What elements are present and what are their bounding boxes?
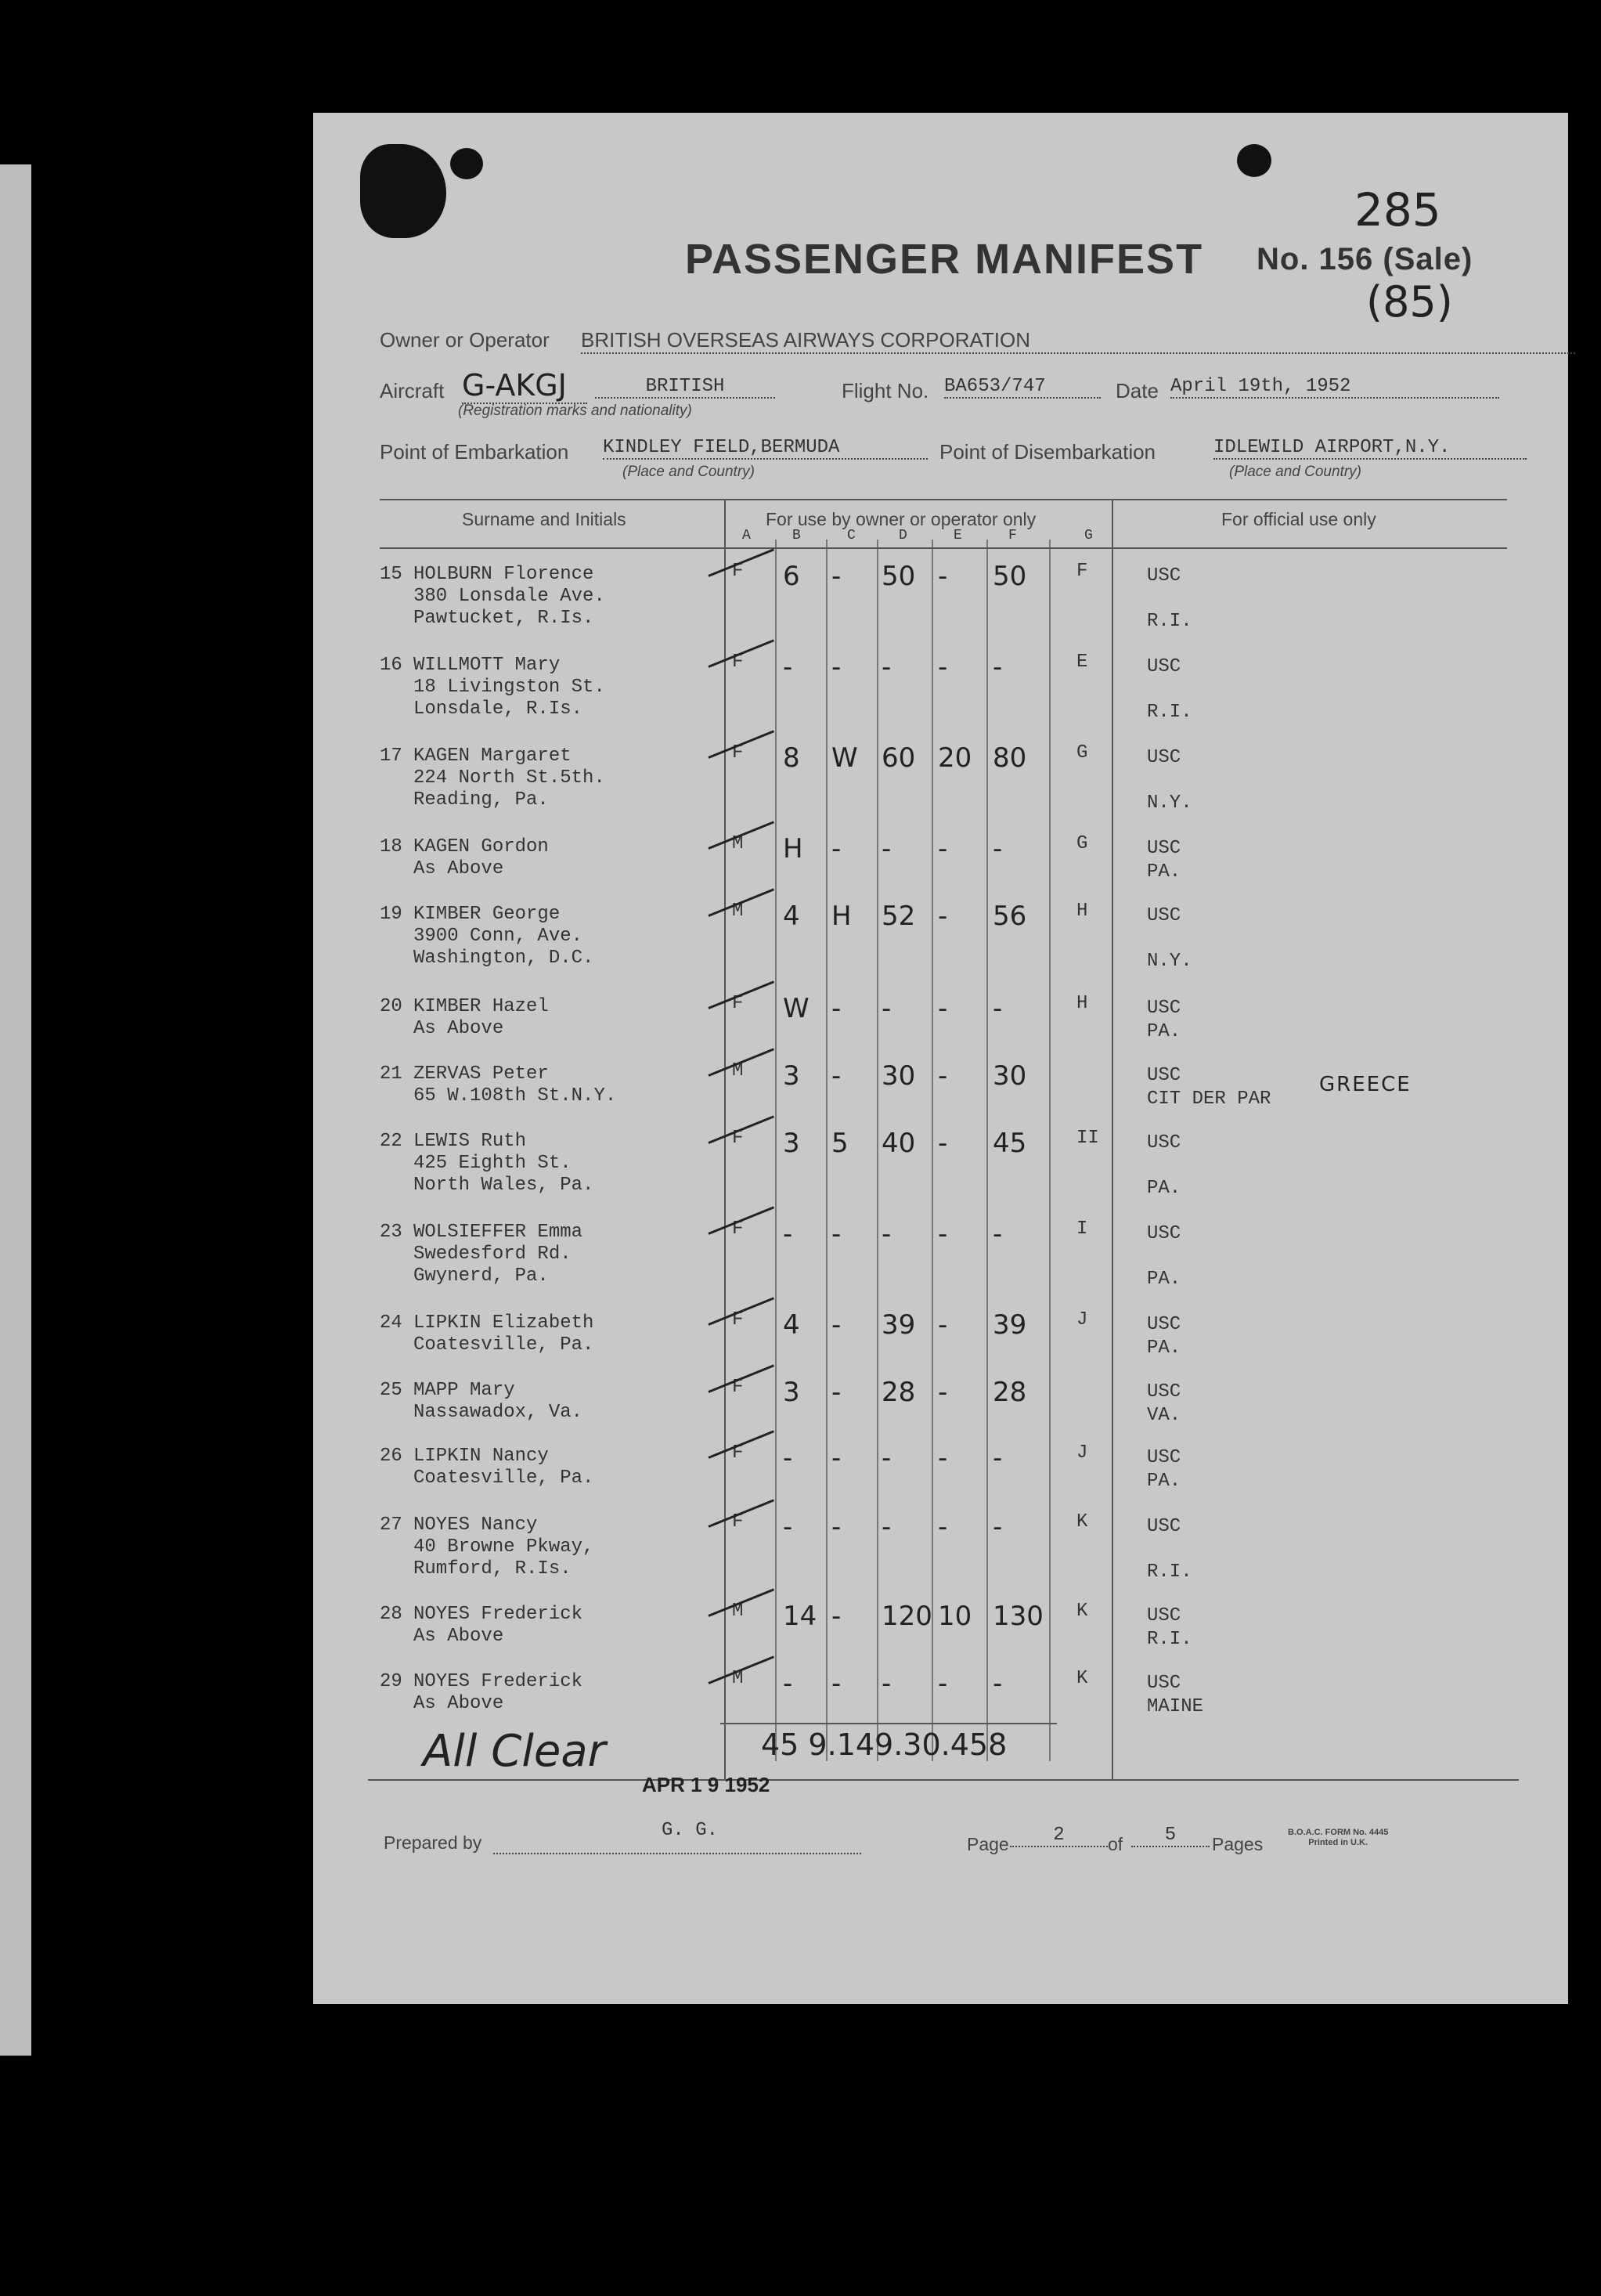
col-f-value: 80 — [993, 742, 1027, 774]
col-c-value: W — [831, 742, 858, 774]
col-b-value: - — [783, 1442, 793, 1474]
table-top-rule — [380, 499, 1507, 500]
passenger-number: 24 — [380, 1312, 402, 1334]
col-c-value: - — [831, 993, 842, 1024]
col-d-value: 120 — [882, 1601, 932, 1632]
col-d-value: 60 — [882, 742, 916, 774]
col-e-value: - — [938, 1442, 948, 1474]
of-label: of — [1108, 1834, 1123, 1854]
official-state: PA. — [1147, 1269, 1181, 1290]
registration-note: (Registration marks and nationality) — [458, 403, 692, 419]
col-d-value: 50 — [882, 561, 916, 592]
col-c-value: - — [831, 833, 842, 865]
passenger-address-line1: 425 Eighth St. — [413, 1153, 572, 1174]
col-c-value: - — [831, 1442, 842, 1474]
col-divider-official — [1112, 499, 1113, 1779]
col-d-value: 52 — [882, 901, 916, 932]
col-g-value: I — [1076, 1218, 1088, 1240]
official-state: VA. — [1147, 1405, 1181, 1426]
col-e-value: - — [938, 561, 948, 592]
passenger-number: 15 — [380, 564, 402, 585]
col-letter-c: C — [847, 528, 856, 543]
col-a-value: F — [732, 1309, 744, 1330]
col-a-value: F — [732, 993, 744, 1014]
col-letter-a: A — [742, 528, 751, 543]
official-status: USC — [1147, 1447, 1181, 1468]
col-f-value: - — [993, 833, 1003, 865]
official-status: USC — [1147, 1605, 1181, 1626]
col-a-value: F — [732, 1218, 744, 1240]
passenger-name: LIPKIN Elizabeth — [413, 1312, 594, 1334]
page-value: 2 — [1010, 1825, 1108, 1847]
passenger-name: KAGEN Gordon — [413, 836, 549, 857]
manifest-sheet — [313, 113, 1568, 2004]
passenger-address-line2: Rumford, R.Is. — [413, 1558, 572, 1579]
prepared-by-label: Prepared by — [384, 1832, 482, 1853]
col-a-value: F — [732, 1128, 744, 1149]
col-e-value: 20 — [938, 742, 972, 774]
col-e-value: - — [938, 1668, 948, 1699]
passenger-number: 18 — [380, 836, 402, 857]
col-f-value: - — [993, 1218, 1003, 1250]
col-a-value: F — [732, 1511, 744, 1532]
passenger-name: WOLSIEFFER Emma — [413, 1222, 583, 1243]
name-column-header: Surname and Initials — [462, 509, 626, 529]
col-d-value: - — [882, 833, 892, 865]
embarkation-label: Point of Embarkation — [380, 440, 569, 464]
totals-rule — [720, 1723, 1057, 1724]
passenger-name: MAPP Mary — [413, 1380, 515, 1401]
col-d-value: - — [882, 1218, 892, 1250]
official-state: N.Y. — [1147, 951, 1192, 972]
official-state: PA. — [1147, 1471, 1181, 1492]
col-e-value: - — [938, 1128, 948, 1159]
col-g-value: J — [1076, 1309, 1088, 1330]
handwritten-number: 285 — [1354, 183, 1441, 236]
col-e-value: - — [938, 901, 948, 932]
col-g-value: K — [1076, 1668, 1088, 1689]
passenger-address-line1: As Above — [413, 1626, 504, 1647]
col-b-value: 14 — [783, 1601, 817, 1632]
col-b-value: 3 — [783, 1377, 800, 1408]
col-g-value: G — [1076, 833, 1088, 854]
col-b-value: H — [783, 833, 803, 865]
col-e-value: - — [938, 1060, 948, 1092]
passenger-number: 25 — [380, 1380, 402, 1401]
passenger-number: 20 — [380, 996, 402, 1017]
col-e-value: - — [938, 1309, 948, 1341]
col-g-value: F — [1076, 561, 1088, 582]
passenger-name: NOYES Nancy — [413, 1514, 538, 1536]
col-a-value: M — [732, 1060, 744, 1081]
passenger-address-line1: As Above — [413, 858, 504, 879]
totals-handwritten: 45 9.149.30.458 — [761, 1727, 1008, 1762]
passenger-address-line1: 40 Browne Pkway, — [413, 1536, 594, 1558]
col-d-value: 30 — [882, 1060, 916, 1092]
owner-value: BRITISH OVERSEAS AIRWAYS CORPORATION — [581, 328, 1575, 354]
official-status: USC — [1147, 998, 1181, 1019]
col-d-value: - — [882, 1511, 892, 1543]
punch-hole — [450, 148, 483, 179]
col-c-value: H — [831, 901, 852, 932]
col-g-value: H — [1076, 993, 1088, 1014]
col-b-value: - — [783, 1668, 793, 1699]
passenger-number: 23 — [380, 1222, 402, 1243]
col-a-value: M — [732, 901, 744, 922]
col-f-value: 50 — [993, 561, 1027, 592]
handwritten-bracket-number: (85) — [1366, 277, 1453, 327]
official-status: USC — [1147, 1132, 1181, 1153]
col-divider-c — [826, 540, 828, 1761]
aircraft-registration: G-AKGJ — [462, 368, 587, 404]
col-a-value: F — [732, 561, 744, 582]
col-c-value: - — [831, 652, 842, 683]
page-title: PASSENGER MANIFEST — [685, 236, 1204, 283]
passenger-address-line2: North Wales, Pa. — [413, 1175, 594, 1196]
passenger-number: 27 — [380, 1514, 402, 1536]
col-e-value: - — [938, 833, 948, 865]
col-g-value: E — [1076, 652, 1088, 673]
col-divider-g — [1049, 540, 1051, 1761]
page-label: Page — [967, 1834, 1009, 1854]
col-a-value: F — [732, 1442, 744, 1464]
official-status: USC — [1147, 905, 1181, 926]
form-number: B.O.A.C. FORM No. 4445 — [1288, 1828, 1389, 1837]
passenger-number: 28 — [380, 1604, 402, 1625]
col-a-value: F — [732, 1377, 744, 1398]
col-a-value: F — [732, 652, 744, 673]
passenger-name: KAGEN Margaret — [413, 745, 572, 767]
col-c-value: - — [831, 1060, 842, 1092]
col-e-value: - — [938, 1377, 948, 1408]
pages-total: 5 — [1131, 1825, 1210, 1847]
official-state: PA. — [1147, 1021, 1181, 1042]
col-b-value: 8 — [783, 742, 800, 774]
col-f-value: 30 — [993, 1060, 1027, 1092]
date-label: Date — [1116, 379, 1159, 403]
col-e-value: - — [938, 652, 948, 683]
header-bottom-rule — [380, 547, 1507, 549]
passenger-name: NOYES Frederick — [413, 1604, 583, 1625]
col-d-value: - — [882, 1442, 892, 1474]
operator-column-header: For use by owner or operator only — [766, 509, 1037, 529]
printed-in: Printed in U.K. — [1308, 1838, 1368, 1847]
official-state: PA. — [1147, 861, 1181, 883]
passenger-number: 21 — [380, 1063, 402, 1085]
passenger-number: 29 — [380, 1671, 402, 1692]
official-column-header: For official use only — [1221, 509, 1376, 529]
col-divider-b — [775, 540, 777, 1761]
col-divider-d — [877, 540, 878, 1761]
col-f-value: 39 — [993, 1309, 1027, 1341]
col-b-value: 6 — [783, 561, 800, 592]
official-status: USC — [1147, 1673, 1181, 1694]
col-f-value: - — [993, 1442, 1003, 1474]
manifest-number: No. 156 (Sale) — [1257, 242, 1473, 276]
col-f-value: 56 — [993, 901, 1027, 932]
passenger-name: WILLMOTT Mary — [413, 655, 561, 676]
official-status: USC — [1147, 1381, 1181, 1403]
passenger-number: 19 — [380, 904, 402, 925]
passenger-name: NOYES Frederick — [413, 1671, 583, 1692]
form-note — [1288, 1828, 1388, 1848]
disembarkation-note: (Place and Country) — [1229, 464, 1361, 480]
passenger-name: KIMBER Hazel — [413, 996, 549, 1017]
col-f-value: 28 — [993, 1377, 1027, 1408]
official-status: USC — [1147, 1223, 1181, 1244]
flight-number: BA653/747 — [944, 376, 1101, 399]
col-letter-b: B — [792, 528, 801, 543]
official-status: USC — [1147, 1065, 1181, 1086]
col-f-value: 45 — [993, 1128, 1027, 1159]
passenger-address-line1: 3900 Conn, Ave. — [413, 926, 583, 947]
passenger-address-line1: 65 W.108th St.N.Y. — [413, 1085, 617, 1106]
col-d-value: 28 — [882, 1377, 916, 1408]
passenger-address-line1: Coatesville, Pa. — [413, 1467, 594, 1489]
official-state: PA. — [1147, 1178, 1181, 1199]
date-value: April 19th, 1952 — [1170, 376, 1499, 399]
prepared-by-value: G. G. — [662, 1820, 719, 1841]
col-e-value: - — [938, 1511, 948, 1543]
passenger-number: 16 — [380, 655, 402, 676]
owner-label: Owner or Operator — [380, 328, 550, 352]
col-divider-name — [724, 499, 726, 1779]
embarkation-value: KINDLEY FIELD,BERMUDA — [603, 437, 928, 460]
passenger-address-line1: Nassawadox, Va. — [413, 1402, 583, 1423]
aircraft-label: Aircraft — [380, 379, 445, 403]
passenger-name: HOLBURN Florence — [413, 564, 594, 585]
col-d-value: 39 — [882, 1309, 916, 1341]
flight-label: Flight No. — [842, 379, 929, 403]
col-f-value: - — [993, 1668, 1003, 1699]
official-state: R.I. — [1147, 1629, 1192, 1650]
col-g-value: J — [1076, 1442, 1088, 1464]
passenger-number: 26 — [380, 1446, 402, 1467]
col-c-value: - — [831, 1309, 842, 1341]
official-status: USC — [1147, 838, 1181, 859]
disembarkation-value: IDLEWILD AIRPORT,N.Y. — [1213, 437, 1527, 460]
col-c-value: - — [831, 1218, 842, 1250]
col-c-value: 5 — [831, 1128, 849, 1159]
passenger-address-line1: Coatesville, Pa. — [413, 1334, 594, 1356]
col-g-value: H — [1076, 901, 1088, 922]
col-letter-e: E — [954, 528, 962, 543]
col-d-value: - — [882, 1668, 892, 1699]
official-status: USC — [1147, 1516, 1181, 1537]
aircraft-nationality: BRITISH — [595, 376, 775, 399]
passenger-address-line2: Pawtucket, R.Is. — [413, 608, 594, 629]
passenger-address-line2: Gwynerd, Pa. — [413, 1265, 549, 1287]
official-status: USC — [1147, 747, 1181, 768]
col-c-value: - — [831, 561, 842, 592]
col-d-value: 40 — [882, 1128, 916, 1159]
passenger-address-line2: Washington, D.C. — [413, 948, 594, 969]
passenger-address-line1: As Above — [413, 1693, 504, 1714]
passenger-address-line1: 18 Livingston St. — [413, 677, 605, 698]
col-a-value: F — [732, 742, 744, 764]
col-c-value: - — [831, 1511, 842, 1543]
official-status: USC — [1147, 1314, 1181, 1335]
col-letter-g: G — [1084, 528, 1093, 543]
official-state: PA. — [1147, 1338, 1181, 1359]
passenger-address-line1: 224 North St.5th. — [413, 767, 605, 789]
col-e-value: - — [938, 993, 948, 1024]
embarkation-note: (Place and Country) — [622, 464, 755, 480]
col-b-value: - — [783, 1218, 793, 1250]
col-g-value: K — [1076, 1511, 1088, 1532]
col-b-value: W — [783, 993, 810, 1024]
col-a-value: M — [732, 1601, 744, 1622]
film-edge-strip — [0, 164, 31, 2056]
official-state: MAINE — [1147, 1696, 1204, 1717]
col-e-value: 10 — [938, 1601, 972, 1632]
col-c-value: - — [831, 1377, 842, 1408]
passenger-name: KIMBER George — [413, 904, 561, 925]
passenger-number: 22 — [380, 1131, 402, 1152]
punch-hole — [1237, 144, 1271, 177]
ink-blot — [360, 144, 446, 238]
col-divider-f — [986, 540, 988, 1761]
col-b-value: - — [783, 652, 793, 683]
official-status: USC — [1147, 565, 1181, 587]
table-bottom-rule — [368, 1779, 1519, 1781]
passenger-address-line2: Reading, Pa. — [413, 789, 549, 810]
col-g-value: II — [1076, 1128, 1099, 1149]
col-b-value: 3 — [783, 1128, 800, 1159]
col-letter-d: D — [899, 528, 907, 543]
signature: All Clear — [423, 1726, 606, 1777]
passenger-address-line1: Swedesford Rd. — [413, 1244, 572, 1265]
col-d-value: - — [882, 993, 892, 1024]
col-g-value: G — [1076, 742, 1088, 764]
col-b-value: 4 — [783, 1309, 800, 1341]
official-state: R.I. — [1147, 702, 1192, 723]
official-state: R.I. — [1147, 1561, 1192, 1583]
col-b-value: - — [783, 1511, 793, 1543]
official-state: CIT DER PAR — [1147, 1088, 1271, 1110]
col-e-value: - — [938, 1218, 948, 1250]
col-a-value: M — [732, 833, 744, 854]
col-c-value: - — [831, 1601, 842, 1632]
passenger-address-line2: Lonsdale, R.Is. — [413, 699, 583, 720]
col-f-value: 130 — [993, 1601, 1044, 1632]
disembarkation-label: Point of Disembarkation — [939, 440, 1156, 464]
col-b-value: 4 — [783, 901, 800, 932]
passenger-name: LEWIS Ruth — [413, 1131, 527, 1152]
official-state: R.I. — [1147, 611, 1192, 632]
col-letter-f: F — [1008, 528, 1017, 543]
col-f-value: - — [993, 993, 1003, 1024]
pages-label: Pages — [1212, 1834, 1264, 1854]
col-divider-e — [932, 540, 933, 1761]
official-state: N.Y. — [1147, 792, 1192, 814]
passenger-address-line1: 380 Lonsdale Ave. — [413, 586, 605, 607]
col-f-value: - — [993, 652, 1003, 683]
official-handwritten-note: GREECE — [1319, 1073, 1412, 1096]
passenger-name: ZERVAS Peter — [413, 1063, 549, 1085]
passenger-number: 17 — [380, 745, 402, 767]
col-d-value: - — [882, 652, 892, 683]
col-c-value: - — [831, 1668, 842, 1699]
col-b-value: 3 — [783, 1060, 800, 1092]
date-stamp: APR 1 9 1952 — [642, 1773, 770, 1796]
col-f-value: - — [993, 1511, 1003, 1543]
official-status: USC — [1147, 656, 1181, 677]
col-a-value: M — [732, 1668, 744, 1689]
passenger-name: LIPKIN Nancy — [413, 1446, 549, 1467]
passenger-address-line1: As Above — [413, 1018, 504, 1039]
col-g-value: K — [1076, 1601, 1088, 1622]
